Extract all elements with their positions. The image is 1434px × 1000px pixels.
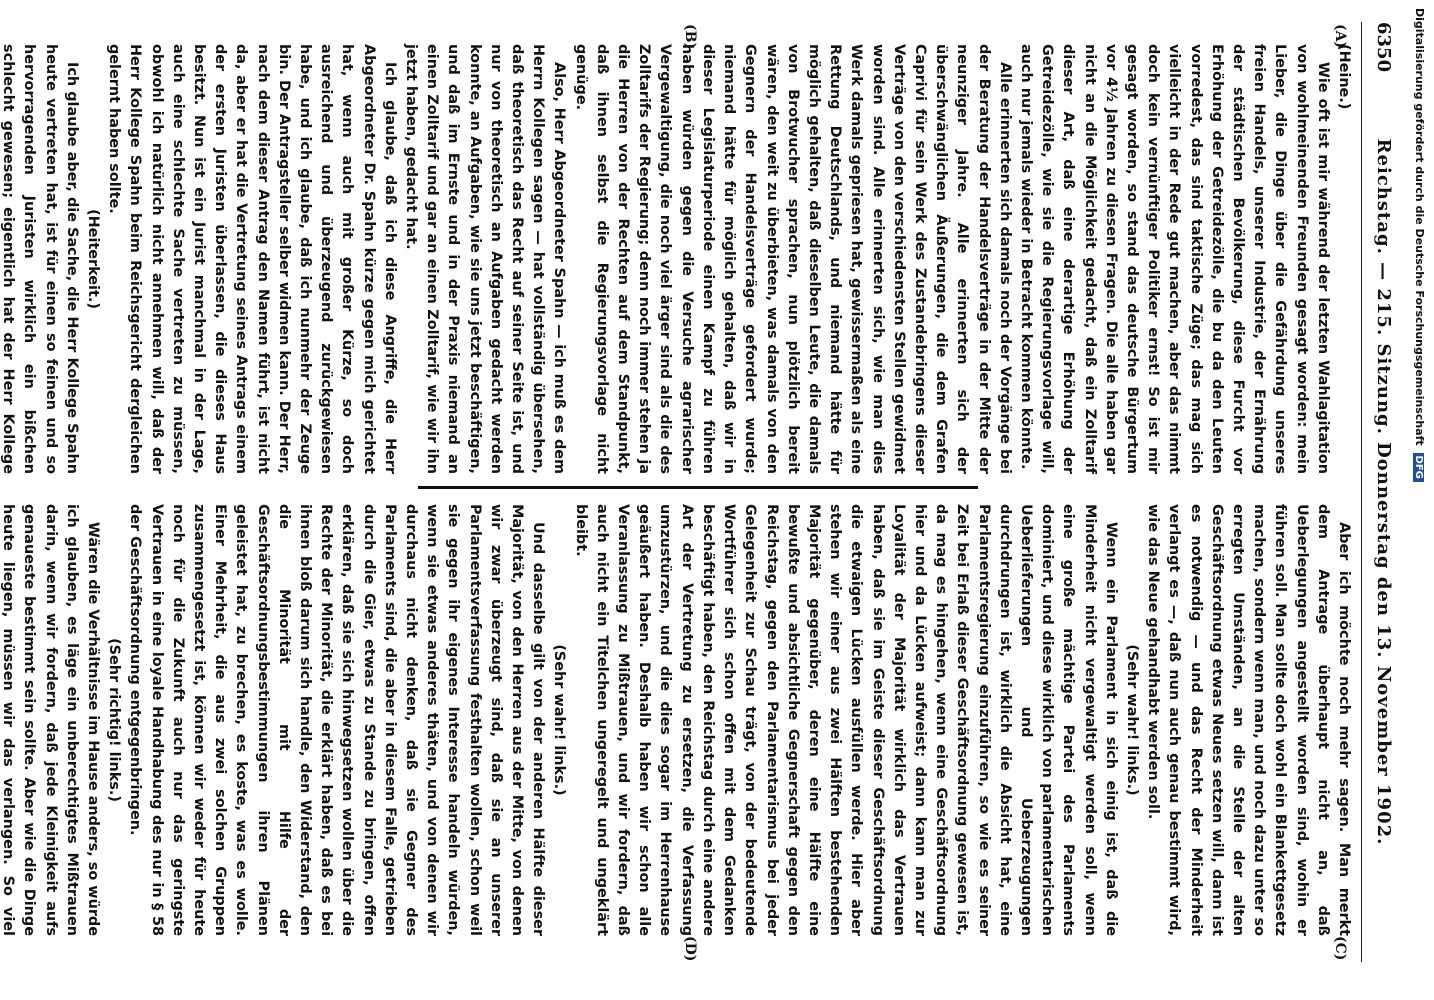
paragraph: Wären die Verhältnisse im Hause anders, so würde ich glauben, es läge ein unberechtigtes Mißtrauen darin, wenn wir fordern, daß jede Kleinigkeit aufs genaueste bestimmt sein sollte. Aber wie die Dinge heute liegen, müssen wir das verlangen. So viel xyxy=(0,504,102,936)
paragraph: Und dasselbe gilt von der anderen Hälfte dieser Majorität, von den Herren aus der Mitte, von denen wir zwar überzeugt sind, daß sie an unserer Parlamentsverfassung festhalten wollen, schon weil sie gegen ihr eigenes Interesse handeln würden, wenn sie etwas anderes thäten, und von denen wir durchaus nicht denken, daß sie Gegner des Parlaments sind, die aber in diesem Falle, getrieben durch die Gier, etwas zu Stande zu bringen, offen erklären, daß sie sich hinwegsetzen wollen über die Rechte der Minorität, die erklärt haben, daß es bei ihnen bloß darum sich handle, den Widerstand, den die Minorität mit Hilfe der Geschäftsordnungsbestimmungen ihren Plänen geleistet hat, zu brechen, es koste, was es wolle. Einer Mehrheit, die aus zwei solchen Gruppen zusammengesetzt ist, können wir weder für heute noch für die Zukunft auch nur das geringste Vertrauen in eine loyale Handhabung des nur in § 58 der Geschäftsordnung entgegenbringen. xyxy=(127,504,547,936)
paragraph: Alle erinnerten sich damals noch der Vorgänge bei der Beratung der Handelsverträge in der Mitte der neunziger Jahre. Alle erinnerten sich der überschwänglichen Äußerungen, die dem Grafen Caprivi für sein Werk des Zustandebringens dieser Verträge von den verschiedensten Stellen gewidmet worden sind. Alle erinnerten sich, wie man dies Werk damals gepriesen hat, gewissermaßen als eine Rettung Deutschlands, und niemand hätte für möglich gehalten, daß dieselben Leute, die damals von Brotwucher sprachen, nun plötzlich bereit wären, den weit zu überbieten, was damals von den Gegnern der Handelsverträge gefordert wurde; niemand hätte für möglich gehalten, daß wir in dieser Legislaturperiode einen Kampf zu führen haben würden gegen die Versuche agrarischer Vergewaltigung, die noch viel ärger sind als die des Zolltarifs der Regierung; denn noch immer stehen ja die Herren von der Rechten auf dem Standpunkt, daß ihnen selbst die Regierungsvorlage nicht genüge. xyxy=(572,44,1013,474)
credit-text: Digitalisierung gefördert durch die Deutsche Forschungsgemeinschaft xyxy=(1413,8,1426,446)
page-header xyxy=(1361,22,1398,962)
interjection: (Heiterkeit.) xyxy=(85,209,102,309)
paragraph: Ich glaube aber, die Sache, die Herr Kollege Spahn heute vertreten hat, ist für einen so feinen und so hervorragenden Juristen wirklich ein bißchen schlecht gewesen; eigentlich hat der Herr Kollege xyxy=(0,44,80,474)
speaker-label: (Heine.) xyxy=(1336,44,1352,110)
margin-mark-d: (D) xyxy=(682,936,698,962)
interjection: (Sehr wahr! links.) xyxy=(1123,644,1140,796)
dfg-logo: DFG xyxy=(1413,453,1424,482)
margin-mark-c: (C) xyxy=(1332,936,1348,961)
interjection: (Sehr richtig! links.) xyxy=(106,638,123,802)
paragraph: Aber ich möchte noch mehr sagen. Man merkt dem Antrage überhaupt nicht an, daß Ueberlegungen angestellt worden sind, wohin er führen soll. Man sollte doch wohl ein Blankettgesetz machen, sondern wenn man, und noch dazu unter so erregten Umständen, an die Stelle der alten Geschäftsordnung etwas Neues setzen will, dann ist es notwendig — und das Recht der Minderheit verlangt es —, daß nun auch genau bestimmt wird, wie das Neue gehandhabt werden soll. xyxy=(1145,504,1352,936)
column-divider xyxy=(418,486,978,489)
paragraph: Ich glaube, daß ich diese Angriffe, die Herr Abgeordneter Dr. Spahn kürze gegen mich gerichtet hat, wenn auch mit großer Kürze, so doch ausreichend und überzeugend zurückgewiesen habe, und ich glaube, daß ich nunmehr der Zeuge bin. Der Antragsteller selber widmen kann. Der Herr, nach dem dieser Antrag den Namen führt, ist nicht da, aber er hat die Vertretung seines Antrags einem der ersten Juristen überlassen, die dieses Haus besitzt. Nun ist ein Jurist manchmal in der Lage, auch eine schlechte Sache vertreten zu müssen, obwohl ich natürlich nicht annehmen will, daß der Herr Kollege Spahn beim Reichsgericht dergleichen gelernt haben sollte. xyxy=(106,44,398,474)
document-page xyxy=(0,22,1398,962)
digitization-credit xyxy=(1404,0,1434,1000)
margin-mark-a: (A) xyxy=(1332,24,1348,49)
running-head: Reichstag. — 215. Sitzung. Donnerstag den 13. November 1902. xyxy=(1373,138,1394,846)
paragraph: Wenn ein Parlament in sich einig ist, daß die Minderheit nicht vergewaltigt werden soll, wenn eine große mächtige Partei des Parlaments dominiert, und diese wirklich von parlamentarischen Ueberlieferungen und Ueberzeugungen durchdrungen ist, wirklich die Absicht hat, eine Parlamentsregierung einzuführen, so wie es seiner Zeit bei Erlaß dieser Geschäftsordnung gewesen ist, da mag es hingehen, wenn eine Geschäftsordnung hier und da Lücken aufweist; dann kann man zur Loyalität der Majorität wirklich das Vertrauen haben, daß sie im Geiste dieser Geschäftsordnung die etwaigen Lücken ausfüllen werde. Hier aber stehen wir einer aus zwei Hälften bestehenden Majorität gegenüber, deren eine Hälfte eine bewußte und absichtliche Gegnerschaft gegen den Reichstag, gegen den Parlamentarismus bei jeder Gelegenheit zur Schau trägt, von der bedeutende Wortführer sich schon offen mit dem Gedanken beschäftigt haben, den Reichstag durch eine andere Art der Vertretung zu ersetzen, die Verfassung umzustürzen, und die dies sogar im Herrenhause geäußert haben. Deshalb haben wir schon alle Veranlassung zu Mißtrauen, und wir fordern, daß auch nicht ein Titelchen ungeregelt und ungeklärt bleibt. xyxy=(572,504,1119,936)
interjection: (Sehr wahr! links.) xyxy=(551,644,568,796)
margin-mark-b: (B) xyxy=(682,24,698,50)
right-column xyxy=(0,504,1354,936)
left-column xyxy=(0,44,1354,474)
paragraph: Wie oft ist mir während der letzten Wahlagitation von wohlmeinenden Freunden gesagt worden: mein Lieber, die Dinge über die Gefährdung unseres freien Handels, unserer Industrie, der Ernährung der städtischen Bevölkerung, diese Furcht vor Erhöhung der Getreidezölle, die bu da den Leuten vorredest, das sind taktische Züge; das mag sich vielleicht in der Rede gut machen, aber das nimmt doch kein vernünftiger Politiker ernst! So ist mir gesagt worden, so stand das deutsche Bürgertum vor 4½ Jahren zu diesen Fragen. Die alle haben gar nicht an die Möglichkeit gedacht, daß ein Zolltarif dieser Art, daß eine derartige Erhöhung der Getreidezölle, wie sie die Regierungsvorlage will, auch nur jemals wieder in Betracht kommen könnte. xyxy=(1017,44,1331,474)
paragraph: Also, Herr Abgeordneter Spahn — ich muß es dem Herrn Kollegen sagen — hat vollständig übersehen, daß theoretisch das Recht auf seiner Seite ist, und nur von theoretisch an Aufgaben gedacht werden konnte, an Aufgaben, wie sie uns jetzt beschäftigen, und daß im Ernste und in der Praxis niemand an einen Zolltarif und gar an einen Zolltarif, wie wir ihn jetzt haben, gedacht hat. xyxy=(403,44,568,474)
page-number: 6350 xyxy=(1373,22,1394,73)
